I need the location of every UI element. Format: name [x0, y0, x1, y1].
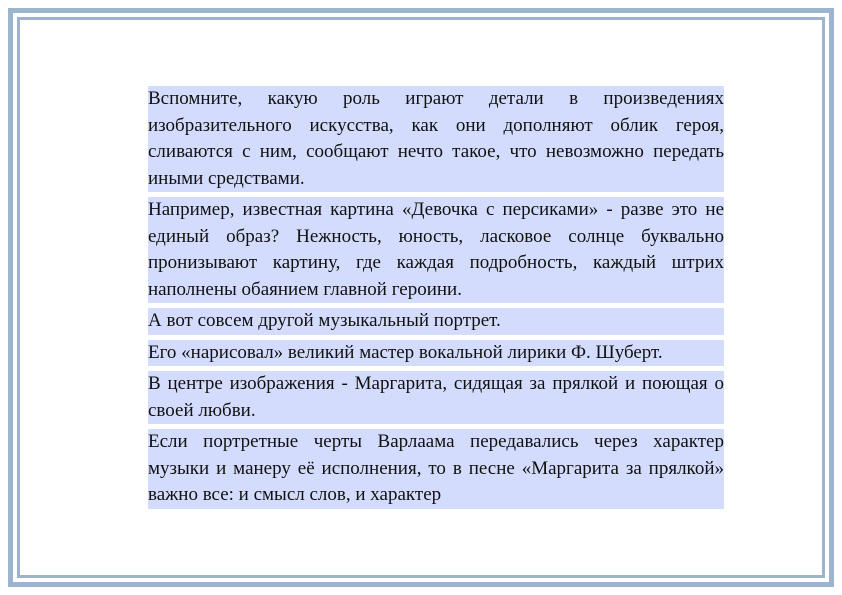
- paragraph: А вот совсем другой музыкальный портрет.: [148, 308, 724, 335]
- paragraph: Его «нарисовал» великий мастер вокальной лирики Ф. Шуберт.: [148, 340, 724, 367]
- slide-text-block: [148, 86, 724, 514]
- paragraph: Вспомните, какую роль играют детали в произведениях изобразительного искусства, как они дополняют облик героя, сливаются с ним, сообщают нечто такое, что невозможно передать иными средствами.: [148, 86, 724, 192]
- paragraph: В центре изображения - Маргарита, сидящая за прялкой и поющая о своей любви.: [148, 371, 724, 424]
- paragraph: Например, известная картина «Девочка с персиками» - разве это не единый образ? Нежность, юность, ласковое солнце буквально пронизывают картину, где каждая подробность, каждый штрих наполнены обаянием главной героини.: [148, 197, 724, 303]
- paragraph: Если портретные черты Варлаама передавались через характер музыки и манеру её исполнения, то в песне «Маргарита за прялкой» важно все: и смысл слов, и характер: [148, 429, 724, 509]
